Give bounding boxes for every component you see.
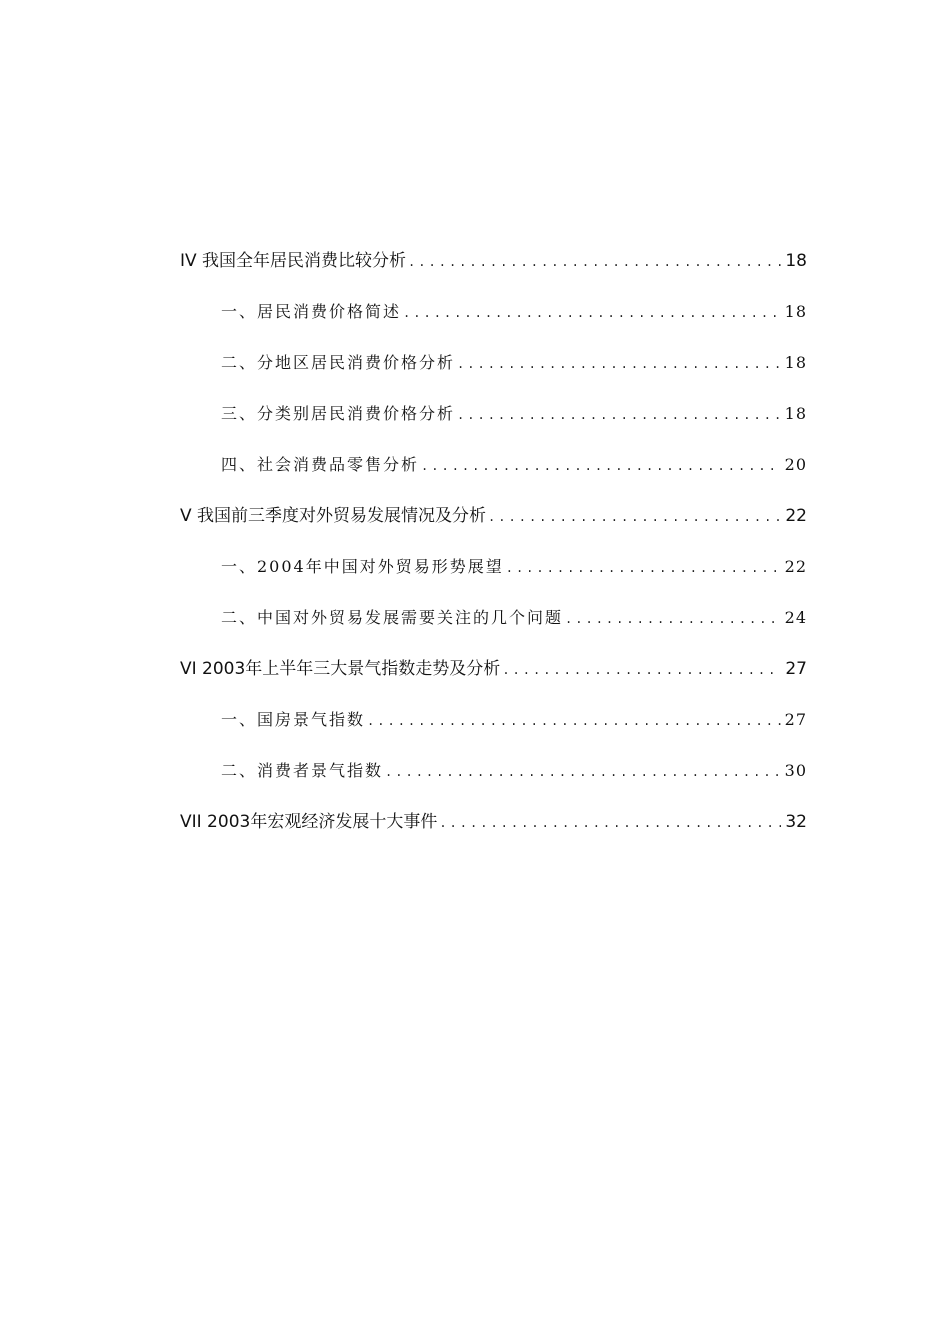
- toc-entry-page: 22: [785, 506, 807, 526]
- toc-entry-page: 30: [784, 761, 807, 780]
- toc-entry-page: 20: [784, 455, 807, 474]
- toc-entry-page: 18: [785, 251, 807, 271]
- toc-entry-title: VII 2003年宏观经济发展十大事件: [180, 812, 438, 832]
- toc-entry-title: 四、社会消费品零售分析: [221, 455, 420, 474]
- dot-leader: [502, 656, 781, 684]
- toc-entry[interactable]: [180, 247, 807, 298]
- toc-entry[interactable]: [180, 553, 807, 604]
- toc-entry[interactable]: [180, 451, 807, 502]
- toc-entry-page: 18: [784, 302, 807, 321]
- dot-leader: [421, 452, 781, 480]
- toc-entry-title: IV 我国全年居民消费比较分析: [180, 251, 407, 271]
- toc-entry[interactable]: [180, 604, 807, 655]
- toc-entry[interactable]: [180, 298, 807, 349]
- toc-entry-page: 22: [784, 557, 807, 576]
- toc-entry-page: 27: [784, 710, 807, 729]
- toc-entry-title: 二、消费者景气指数: [221, 761, 384, 780]
- toc-entry-page: 18: [784, 353, 807, 372]
- dot-leader: [488, 503, 781, 531]
- toc-entry-page: 32: [785, 812, 807, 832]
- toc-entry-title: 一、2004年中国对外贸易形势展望: [221, 557, 504, 576]
- toc-entry-page: 24: [784, 608, 807, 627]
- dot-leader: [367, 707, 781, 735]
- dot-leader: [506, 554, 781, 582]
- toc-entry-title: 三、分类别居民消费价格分析: [221, 404, 456, 423]
- toc-entry[interactable]: [180, 349, 807, 400]
- toc-entry[interactable]: [180, 400, 807, 451]
- toc-entry-title: 二、分地区居民消费价格分析: [221, 353, 456, 372]
- dot-leader: [385, 758, 781, 786]
- toc-entry[interactable]: [180, 502, 807, 553]
- toc-entry-title: 二、中国对外贸易发展需要关注的几个问题: [221, 608, 564, 627]
- toc-entry-title: VI 2003年上半年三大景气指数走势及分析: [180, 659, 501, 679]
- toc-entry[interactable]: [180, 757, 807, 808]
- toc-entry[interactable]: [180, 655, 807, 706]
- toc-entry-title: 一、国房景气指数: [221, 710, 366, 729]
- toc-entry-page: 18: [784, 404, 807, 423]
- toc-entry[interactable]: [180, 808, 807, 859]
- toc-entry-title: V 我国前三季度对外贸易发展情况及分析: [180, 506, 487, 526]
- dot-leader: [439, 809, 781, 837]
- toc-entry-title: 一、居民消费价格简述: [221, 302, 402, 321]
- table-of-contents: [180, 247, 807, 859]
- toc-entry[interactable]: [180, 706, 807, 757]
- dot-leader: [403, 299, 781, 327]
- toc-entry-page: 27: [785, 659, 807, 679]
- dot-leader: [408, 248, 781, 276]
- dot-leader: [457, 350, 781, 378]
- dot-leader: [457, 401, 781, 429]
- dot-leader: [565, 605, 781, 633]
